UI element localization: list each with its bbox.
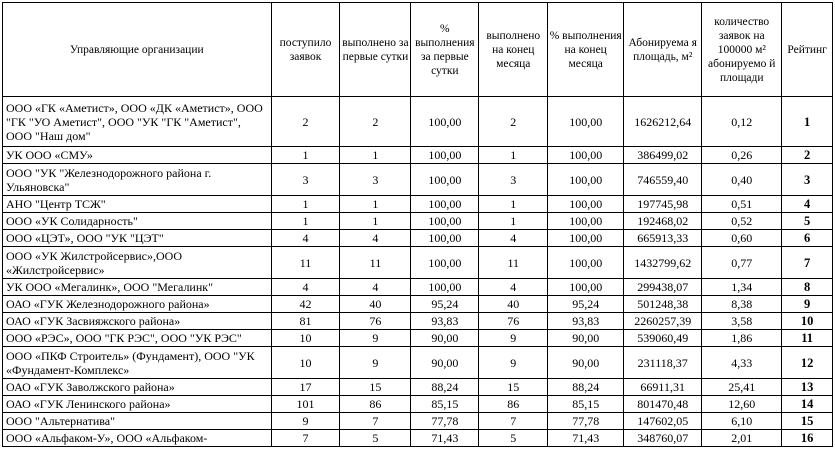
row-per-100k-cell: 0,77	[702, 247, 782, 279]
row-received-cell: 4	[271, 279, 340, 296]
row-pct-month-end-cell: 100,00	[548, 230, 624, 247]
row-pct-month-end-cell: 100,00	[548, 164, 624, 196]
row-pct-month-end-cell: 90,00	[548, 330, 624, 347]
row-pct-first-day-cell: 95,24	[411, 296, 479, 313]
table-row	[3, 347, 833, 379]
row-org-cell: ОАО «ГУК Заволжского района»	[3, 379, 272, 396]
row-pct-month-end-cell: 100,00	[548, 97, 624, 147]
row-area-cell: 348760,07	[624, 430, 702, 447]
row-done-month-end-cell: 7	[479, 413, 548, 430]
row-pct-first-day-cell: 100,00	[411, 213, 479, 230]
row-done-first-day-cell: 1	[340, 196, 411, 213]
table-row	[3, 196, 833, 213]
row-pct-month-end-cell: 100,00	[548, 279, 624, 296]
row-done-first-day-cell: 2	[340, 97, 411, 147]
row-pct-first-day-cell: 85,15	[411, 396, 479, 413]
row-rating-cell: 7	[782, 247, 833, 279]
row-per-100k-cell: 2,01	[702, 430, 782, 447]
header-pct-month-end: % выполнения на конец месяца	[548, 3, 624, 97]
table-row	[3, 213, 833, 230]
row-received-cell: 7	[271, 430, 340, 447]
row-received-cell: 1	[271, 196, 340, 213]
row-rating-cell: 1	[782, 97, 833, 147]
row-rating-cell: 4	[782, 196, 833, 213]
row-rating-cell: 14	[782, 396, 833, 413]
table-row	[3, 413, 833, 430]
row-done-month-end-cell: 1	[479, 147, 548, 164]
row-done-first-day-cell: 1	[340, 147, 411, 164]
table-row	[3, 330, 833, 347]
header-row	[3, 3, 833, 97]
row-area-cell: 801470,48	[624, 396, 702, 413]
row-pct-month-end-cell: 90,00	[548, 347, 624, 379]
row-done-first-day-cell: 5	[340, 430, 411, 447]
row-pct-first-day-cell: 100,00	[411, 196, 479, 213]
row-done-month-end-cell: 1	[479, 196, 548, 213]
table-row	[3, 396, 833, 413]
row-org-cell: УК ООО «Мегалинк», ООО "Мегалинк"	[3, 279, 272, 296]
row-pct-first-day-cell: 100,00	[411, 230, 479, 247]
row-received-cell: 81	[271, 313, 340, 330]
row-rating-cell: 15	[782, 413, 833, 430]
row-received-cell: 42	[271, 296, 340, 313]
row-received-cell: 10	[271, 330, 340, 347]
row-per-100k-cell: 3,58	[702, 313, 782, 330]
row-area-cell: 539060,49	[624, 330, 702, 347]
row-received-cell: 1	[271, 147, 340, 164]
row-done-first-day-cell: 9	[340, 347, 411, 379]
row-pct-month-end-cell: 95,24	[548, 296, 624, 313]
row-done-month-end-cell: 5	[479, 430, 548, 447]
header-pct-first-day: % выполнения за первые сутки	[411, 3, 479, 97]
row-per-100k-cell: 0,40	[702, 164, 782, 196]
row-done-month-end-cell: 86	[479, 396, 548, 413]
row-received-cell: 1	[271, 213, 340, 230]
row-done-first-day-cell: 9	[340, 330, 411, 347]
row-pct-first-day-cell: 100,00	[411, 164, 479, 196]
row-pct-first-day-cell: 88,24	[411, 379, 479, 396]
row-done-month-end-cell: 1	[479, 213, 548, 230]
row-org-cell: ООО "УК "Железнодорожного района г. Ульяновска"	[3, 164, 272, 196]
header-done-month-end: выполнено на конец месяца	[479, 3, 548, 97]
row-org-cell: ООО "Альтернатива"	[3, 413, 272, 430]
row-rating-cell: 3	[782, 164, 833, 196]
row-done-month-end-cell: 4	[479, 279, 548, 296]
row-per-100k-cell: 8,38	[702, 296, 782, 313]
row-per-100k-cell: 0,51	[702, 196, 782, 213]
row-org-cell: ООО «УК Жилстройсервис»,ООО «Жилстройсервис»	[3, 247, 272, 279]
row-pct-month-end-cell: 77,78	[548, 413, 624, 430]
row-org-cell: УК ООО «СМУ»	[3, 147, 272, 164]
row-done-first-day-cell: 4	[340, 279, 411, 296]
table-row	[3, 296, 833, 313]
row-per-100k-cell: 12,60	[702, 396, 782, 413]
row-received-cell: 17	[271, 379, 340, 396]
row-done-first-day-cell: 11	[340, 247, 411, 279]
row-area-cell: 66911,31	[624, 379, 702, 396]
row-pct-first-day-cell: 100,00	[411, 147, 479, 164]
header-org: Управляющие организации	[3, 3, 272, 97]
row-pct-first-day-cell: 100,00	[411, 97, 479, 147]
row-org-cell: ООО «ГК «Аметист», ООО «ДК «Аметист», ООО "ГК "УО Аметист", ООО "УК "ГК "Аметист", ООО "Наш дом"	[3, 97, 272, 147]
row-rating-cell: 10	[782, 313, 833, 330]
row-done-month-end-cell: 4	[479, 230, 548, 247]
row-area-cell: 197745,98	[624, 196, 702, 213]
table-row	[3, 247, 833, 279]
header-done-first-day: выполнено за первые сутки	[340, 3, 411, 97]
row-area-cell: 2260257,39	[624, 313, 702, 330]
row-per-100k-cell: 6,10	[702, 413, 782, 430]
row-done-first-day-cell: 7	[340, 413, 411, 430]
row-rating-cell: 6	[782, 230, 833, 247]
row-org-cell: ОАО «ГУК Засвияжского района»	[3, 313, 272, 330]
row-org-cell: ООО «ЦЭТ», ООО "УК "ЦЭТ"	[3, 230, 272, 247]
header-rating: Рейтинг	[782, 3, 833, 97]
row-rating-cell: 13	[782, 379, 833, 396]
row-done-first-day-cell: 4	[340, 230, 411, 247]
row-per-100k-cell: 1,86	[702, 330, 782, 347]
row-area-cell: 192468,02	[624, 213, 702, 230]
row-pct-first-day-cell: 100,00	[411, 247, 479, 279]
row-received-cell: 3	[271, 164, 340, 196]
row-pct-month-end-cell: 85,15	[548, 396, 624, 413]
row-done-first-day-cell: 86	[340, 396, 411, 413]
row-per-100k-cell: 25,41	[702, 379, 782, 396]
row-area-cell: 1626212,64	[624, 97, 702, 147]
row-done-first-day-cell: 15	[340, 379, 411, 396]
row-pct-first-day-cell: 90,00	[411, 330, 479, 347]
row-org-cell: ОАО «ГУК Железнодорожного района»	[3, 296, 272, 313]
row-per-100k-cell: 1,34	[702, 279, 782, 296]
row-area-cell: 147602,05	[624, 413, 702, 430]
table-row	[3, 230, 833, 247]
row-received-cell: 101	[271, 396, 340, 413]
row-area-cell: 746559,40	[624, 164, 702, 196]
table-body	[3, 97, 833, 447]
row-rating-cell: 16	[782, 430, 833, 447]
row-received-cell: 9	[271, 413, 340, 430]
row-per-100k-cell: 4,33	[702, 347, 782, 379]
row-received-cell: 2	[271, 97, 340, 147]
row-org-cell: ООО «УК Солидарность"	[3, 213, 272, 230]
header-per-100k: количество заявок на 100000 м² абонируемо й площади	[702, 3, 782, 97]
row-done-first-day-cell: 40	[340, 296, 411, 313]
row-done-first-day-cell: 3	[340, 164, 411, 196]
table-row	[3, 313, 833, 330]
row-rating-cell: 9	[782, 296, 833, 313]
row-per-100k-cell: 0,52	[702, 213, 782, 230]
row-rating-cell: 5	[782, 213, 833, 230]
row-area-cell: 299438,07	[624, 279, 702, 296]
row-pct-first-day-cell: 93,83	[411, 313, 479, 330]
row-rating-cell: 2	[782, 147, 833, 164]
row-done-month-end-cell: 11	[479, 247, 548, 279]
row-received-cell: 4	[271, 230, 340, 247]
table-row	[3, 379, 833, 396]
row-done-month-end-cell: 3	[479, 164, 548, 196]
table-row	[3, 147, 833, 164]
row-pct-first-day-cell: 90,00	[411, 347, 479, 379]
row-pct-first-day-cell: 71,43	[411, 430, 479, 447]
row-done-month-end-cell: 76	[479, 313, 548, 330]
row-done-month-end-cell: 2	[479, 97, 548, 147]
row-received-cell: 10	[271, 347, 340, 379]
table-row	[3, 430, 833, 447]
row-per-100k-cell: 0,26	[702, 147, 782, 164]
row-org-cell: ООО «Альфаком-У», ООО «Альфаком-	[3, 430, 272, 447]
row-pct-month-end-cell: 100,00	[548, 213, 624, 230]
row-pct-first-day-cell: 77,78	[411, 413, 479, 430]
rating-table	[2, 2, 833, 447]
row-pct-month-end-cell: 100,00	[548, 196, 624, 213]
row-pct-month-end-cell: 93,83	[548, 313, 624, 330]
table-row	[3, 279, 833, 296]
row-done-month-end-cell: 9	[479, 330, 548, 347]
row-rating-cell: 8	[782, 279, 833, 296]
row-done-month-end-cell: 40	[479, 296, 548, 313]
row-received-cell: 11	[271, 247, 340, 279]
row-org-cell: ООО «ПКФ Строитель» (Фундамент), ООО "УК «Фундамент-Комплекс»	[3, 347, 272, 379]
table-row	[3, 97, 833, 147]
row-area-cell: 1432799,62	[624, 247, 702, 279]
row-area-cell: 231118,37	[624, 347, 702, 379]
row-area-cell: 501248,38	[624, 296, 702, 313]
row-done-month-end-cell: 15	[479, 379, 548, 396]
row-rating-cell: 12	[782, 347, 833, 379]
row-per-100k-cell: 0,12	[702, 97, 782, 147]
row-pct-month-end-cell: 71,43	[548, 430, 624, 447]
row-org-cell: ОАО «ГУК Ленинского района»	[3, 396, 272, 413]
row-rating-cell: 11	[782, 330, 833, 347]
table-row	[3, 164, 833, 196]
row-per-100k-cell: 0,60	[702, 230, 782, 247]
row-done-month-end-cell: 9	[479, 347, 548, 379]
row-area-cell: 386499,02	[624, 147, 702, 164]
row-org-cell: АНО "Центр ТСЖ"	[3, 196, 272, 213]
row-pct-month-end-cell: 100,00	[548, 247, 624, 279]
row-pct-month-end-cell: 100,00	[548, 147, 624, 164]
header-received: поступило заявок	[271, 3, 340, 97]
row-area-cell: 665913,33	[624, 230, 702, 247]
row-pct-month-end-cell: 88,24	[548, 379, 624, 396]
row-org-cell: ООО «РЭС», ООО "ГК РЭС", ООО "УК РЭС"	[3, 330, 272, 347]
row-pct-first-day-cell: 100,00	[411, 279, 479, 296]
row-done-first-day-cell: 1	[340, 213, 411, 230]
header-area: Абонируема я площадь, м²	[624, 3, 702, 97]
row-done-first-day-cell: 76	[340, 313, 411, 330]
